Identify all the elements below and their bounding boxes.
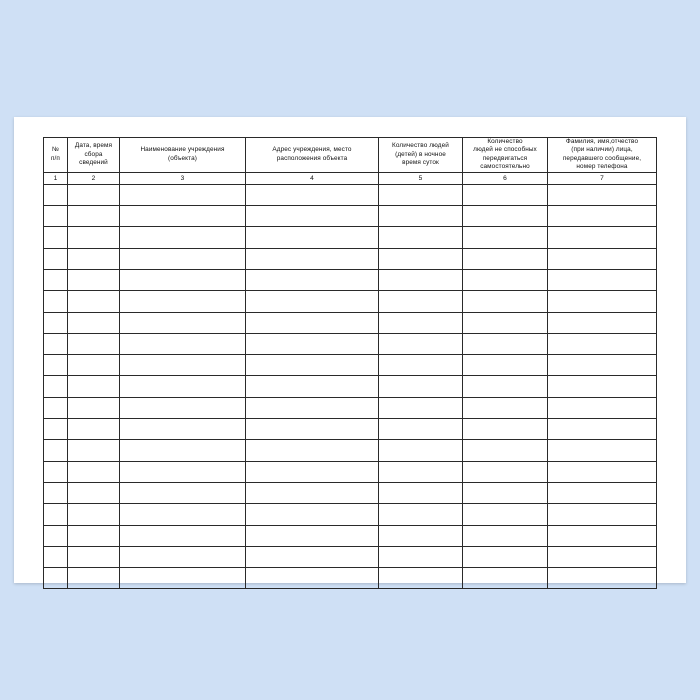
- table-cell-empty[interactable]: [548, 397, 657, 418]
- header-line: передавшего сообщение,: [562, 154, 642, 162]
- table-cell-empty[interactable]: [463, 546, 548, 567]
- table-cell-empty[interactable]: [246, 568, 379, 589]
- table-cell-empty[interactable]: [463, 525, 548, 546]
- table-cell-empty[interactable]: [44, 312, 68, 333]
- header-line: Наименование учреждения: [140, 146, 225, 154]
- table-cell-empty[interactable]: [44, 291, 68, 312]
- table-row: [44, 270, 657, 291]
- table-row: [44, 376, 657, 397]
- table-cell-empty[interactable]: [548, 419, 657, 440]
- table-cell-empty[interactable]: [463, 184, 548, 205]
- table-cell-empty[interactable]: [548, 440, 657, 461]
- table-cell-empty[interactable]: [379, 461, 463, 482]
- table-cell-empty[interactable]: [246, 397, 379, 418]
- table-cell-empty[interactable]: [548, 504, 657, 525]
- table-cell-empty[interactable]: [548, 355, 657, 376]
- table-cell-empty[interactable]: [120, 248, 246, 269]
- table-cell-empty[interactable]: [246, 312, 379, 333]
- table-row: [44, 312, 657, 333]
- table-cell-empty[interactable]: [548, 206, 657, 227]
- table-cell-empty[interactable]: [246, 546, 379, 567]
- table-cell-empty[interactable]: [463, 270, 548, 291]
- table-cell-empty[interactable]: [44, 525, 68, 546]
- table-cell-empty[interactable]: [246, 270, 379, 291]
- table-cell-empty[interactable]: [68, 440, 120, 461]
- table-cell-empty[interactable]: [120, 376, 246, 397]
- table-cell-empty[interactable]: [44, 248, 68, 269]
- table-row: [44, 440, 657, 461]
- column-number: 3: [120, 172, 246, 184]
- table-cell-empty[interactable]: [246, 333, 379, 354]
- table-cell-empty[interactable]: [44, 333, 68, 354]
- column-number: 4: [246, 172, 379, 184]
- table-cell-empty[interactable]: [246, 482, 379, 503]
- table-cell-empty[interactable]: [68, 206, 120, 227]
- table-cell-empty[interactable]: [120, 206, 246, 227]
- table-row: [44, 291, 657, 312]
- table-cell-empty[interactable]: [120, 419, 246, 440]
- header-line: (детей) в ночное: [395, 150, 446, 158]
- column-number: 6: [463, 172, 548, 184]
- header-line: Дата, время: [74, 142, 113, 150]
- table-cell-empty[interactable]: [68, 355, 120, 376]
- table-row: [44, 227, 657, 248]
- table-cell-empty[interactable]: [379, 546, 463, 567]
- table-cell-empty[interactable]: [68, 333, 120, 354]
- table-row: [44, 419, 657, 440]
- table-cell-empty[interactable]: [463, 568, 548, 589]
- records-table: [43, 137, 657, 589]
- table-cell-empty[interactable]: [68, 376, 120, 397]
- table-cell-empty[interactable]: [68, 291, 120, 312]
- column-header-institution-name: [120, 138, 246, 173]
- table-cell-empty[interactable]: [68, 525, 120, 546]
- table-cell-empty[interactable]: [120, 504, 246, 525]
- table-number-row: [44, 172, 657, 184]
- table-cell-empty[interactable]: [379, 248, 463, 269]
- table-cell-empty[interactable]: [548, 312, 657, 333]
- table-cell-empty[interactable]: [120, 461, 246, 482]
- table-row: [44, 525, 657, 546]
- table-cell-empty[interactable]: [548, 482, 657, 503]
- column-header-number: [44, 138, 68, 173]
- header-line: Количество людей: [392, 142, 449, 150]
- table-cell-empty[interactable]: [68, 504, 120, 525]
- table-cell-empty[interactable]: [379, 291, 463, 312]
- table-cell-empty[interactable]: [44, 355, 68, 376]
- header-line: Количество: [487, 138, 523, 145]
- table-cell-empty[interactable]: [44, 397, 68, 418]
- header-line: номер телефона: [576, 163, 628, 171]
- table-cell-empty[interactable]: [379, 419, 463, 440]
- column-header-people-night: [379, 138, 463, 173]
- table-cell-empty[interactable]: [463, 355, 548, 376]
- table-cell-empty[interactable]: [120, 333, 246, 354]
- table-cell-empty[interactable]: [68, 312, 120, 333]
- table-cell-empty[interactable]: [548, 376, 657, 397]
- table-row: [44, 333, 657, 354]
- table-cell-empty[interactable]: [379, 397, 463, 418]
- table-cell-empty[interactable]: [548, 546, 657, 567]
- table-cell-empty[interactable]: [246, 227, 379, 248]
- table-cell-empty[interactable]: [379, 376, 463, 397]
- table-cell-empty[interactable]: [120, 312, 246, 333]
- table-row: [44, 546, 657, 567]
- table-cell-empty[interactable]: [120, 227, 246, 248]
- table-cell-empty[interactable]: [548, 248, 657, 269]
- table-cell-empty[interactable]: [246, 461, 379, 482]
- table-cell-empty[interactable]: [44, 482, 68, 503]
- header-line: №: [52, 146, 59, 154]
- table-cell-empty[interactable]: [120, 440, 246, 461]
- table-cell-empty[interactable]: [548, 568, 657, 589]
- table-cell-empty[interactable]: [463, 248, 548, 269]
- table-cell-empty[interactable]: [246, 525, 379, 546]
- table-cell-empty[interactable]: [463, 206, 548, 227]
- table-cell-empty[interactable]: [463, 291, 548, 312]
- table-cell-empty[interactable]: [246, 419, 379, 440]
- table-header-row: [44, 138, 657, 173]
- table-cell-empty[interactable]: [379, 568, 463, 589]
- table-cell-empty[interactable]: [44, 270, 68, 291]
- table-row: [44, 248, 657, 269]
- table-cell-empty[interactable]: [246, 206, 379, 227]
- header-line: сбора: [84, 150, 103, 158]
- table-cell-empty[interactable]: [379, 525, 463, 546]
- table-cell-empty[interactable]: [379, 333, 463, 354]
- table-cell-empty[interactable]: [246, 355, 379, 376]
- table-cell-empty[interactable]: [379, 355, 463, 376]
- table-cell-empty[interactable]: [463, 333, 548, 354]
- table-cell-empty[interactable]: [44, 227, 68, 248]
- header-line: Адрес учреждения, место: [272, 146, 352, 154]
- column-header-datetime: [68, 138, 120, 173]
- table-cell-empty[interactable]: [68, 397, 120, 418]
- table-cell-empty[interactable]: [463, 461, 548, 482]
- table-cell-empty[interactable]: [44, 376, 68, 397]
- table-cell-empty[interactable]: [68, 546, 120, 567]
- table-cell-empty[interactable]: [463, 440, 548, 461]
- column-number: 7: [548, 172, 657, 184]
- table-cell-empty[interactable]: [379, 184, 463, 205]
- table-cell-empty[interactable]: [68, 419, 120, 440]
- table-cell-empty[interactable]: [120, 397, 246, 418]
- table-cell-empty[interactable]: [379, 206, 463, 227]
- table-cell-empty[interactable]: [548, 525, 657, 546]
- table-row: [44, 461, 657, 482]
- table-header: [44, 138, 657, 185]
- table-cell-empty[interactable]: [379, 504, 463, 525]
- table-cell-empty[interactable]: [120, 525, 246, 546]
- table-cell-empty[interactable]: [44, 568, 68, 589]
- table-cell-empty[interactable]: [463, 504, 548, 525]
- table-row: [44, 397, 657, 418]
- table-cell-empty[interactable]: [68, 270, 120, 291]
- table-cell-empty[interactable]: [44, 206, 68, 227]
- table-cell-empty[interactable]: [463, 376, 548, 397]
- header-line: расположения объекта: [276, 154, 348, 162]
- table-cell-empty[interactable]: [548, 333, 657, 354]
- table-row: [44, 355, 657, 376]
- column-header-address: [246, 138, 379, 173]
- table-cell-empty[interactable]: [120, 482, 246, 503]
- header-line: самостоятельно: [480, 163, 530, 171]
- header-line: Фамилия, имя,отчество: [565, 138, 639, 145]
- header-line: передвигаться: [482, 154, 528, 162]
- table-cell-empty[interactable]: [246, 504, 379, 525]
- table-cell-empty[interactable]: [246, 440, 379, 461]
- table-cell-empty[interactable]: [246, 291, 379, 312]
- table-row: [44, 206, 657, 227]
- table-cell-empty[interactable]: [44, 440, 68, 461]
- table-cell-empty[interactable]: [68, 227, 120, 248]
- header-line: п/п: [51, 154, 60, 162]
- table-cell-empty[interactable]: [120, 184, 246, 205]
- table-cell-empty[interactable]: [379, 482, 463, 503]
- table-cell-empty[interactable]: [548, 270, 657, 291]
- table-cell-empty[interactable]: [463, 397, 548, 418]
- column-number: 1: [44, 172, 68, 184]
- column-header-reporter: [548, 138, 657, 173]
- table-cell-empty[interactable]: [463, 482, 548, 503]
- table-cell-empty[interactable]: [68, 568, 120, 589]
- table-cell-empty[interactable]: [120, 270, 246, 291]
- column-number: 5: [379, 172, 463, 184]
- header-line: (при наличии) лица,: [571, 146, 633, 154]
- table-cell-empty[interactable]: [44, 546, 68, 567]
- table-cell-empty[interactable]: [68, 461, 120, 482]
- table-cell-empty[interactable]: [548, 184, 657, 205]
- paper-sheet: [14, 117, 686, 583]
- table-cell-empty[interactable]: [246, 376, 379, 397]
- table-cell-empty[interactable]: [246, 248, 379, 269]
- header-line: людей не способных: [473, 146, 537, 154]
- table-cell-empty[interactable]: [68, 248, 120, 269]
- header-line: время суток: [402, 159, 439, 167]
- table-cell-empty[interactable]: [68, 482, 120, 503]
- table-cell-empty[interactable]: [120, 568, 246, 589]
- table-cell-empty[interactable]: [246, 184, 379, 205]
- table-cell-empty[interactable]: [44, 184, 68, 205]
- table-body: [44, 184, 657, 589]
- header-line: сведений: [79, 159, 108, 167]
- table-cell-empty[interactable]: [120, 546, 246, 567]
- table-row: [44, 504, 657, 525]
- table-cell-empty[interactable]: [68, 184, 120, 205]
- table-cell-empty[interactable]: [120, 291, 246, 312]
- table-row: [44, 482, 657, 503]
- table-cell-empty[interactable]: [463, 227, 548, 248]
- table-cell-empty[interactable]: [548, 227, 657, 248]
- table-cell-empty[interactable]: [463, 312, 548, 333]
- header-line: (объекта): [168, 154, 197, 162]
- table-cell-empty[interactable]: [120, 355, 246, 376]
- table-cell-empty[interactable]: [548, 461, 657, 482]
- table-cell-empty[interactable]: [379, 270, 463, 291]
- table-cell-empty[interactable]: [463, 419, 548, 440]
- table-cell-empty[interactable]: [548, 291, 657, 312]
- table-cell-empty[interactable]: [379, 312, 463, 333]
- column-number: 2: [68, 172, 120, 184]
- table-cell-empty[interactable]: [44, 461, 68, 482]
- table-row: [44, 184, 657, 205]
- table-cell-empty[interactable]: [379, 227, 463, 248]
- table-cell-empty[interactable]: [379, 440, 463, 461]
- column-header-immobile-people: [463, 138, 548, 173]
- table-cell-empty[interactable]: [44, 419, 68, 440]
- table-row: [44, 568, 657, 589]
- table-cell-empty[interactable]: [44, 504, 68, 525]
